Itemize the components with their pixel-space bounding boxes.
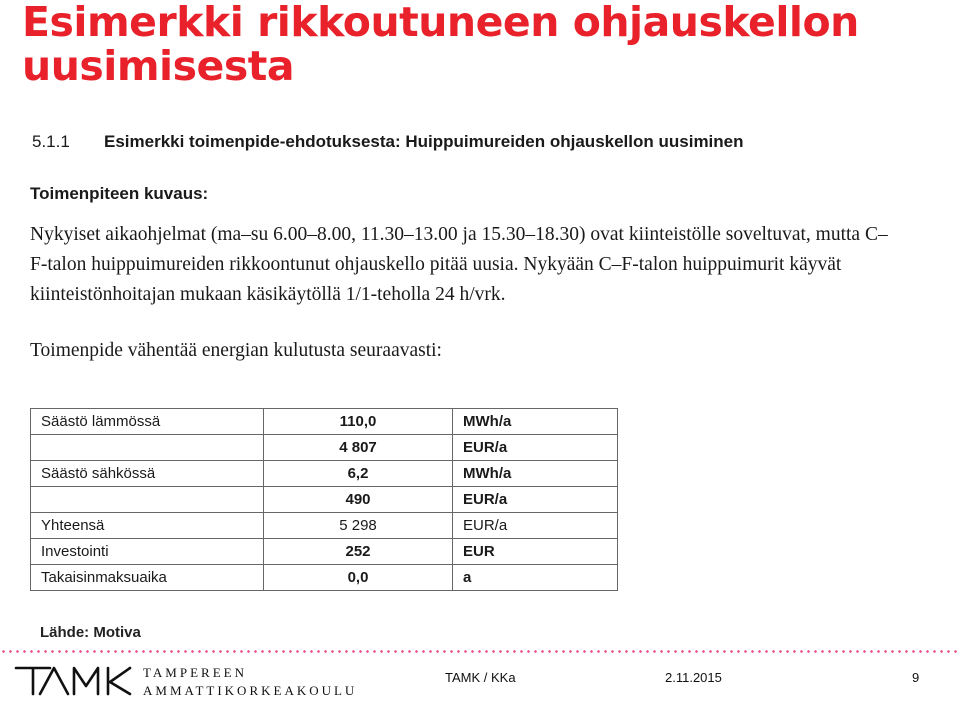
row-label: Yhteensä (31, 513, 264, 539)
footer-dotted-divider (0, 650, 960, 653)
savings-table (30, 408, 618, 591)
section-title: Esimerkki toimenpide-ehdotuksesta: Huippuimureiden ohjauskellon uusiminen (104, 132, 744, 151)
footer-date: 2.11.2015 (665, 670, 722, 685)
table-row (31, 539, 618, 565)
row-label: Investointi (31, 539, 264, 565)
row-unit: MWh/a (453, 461, 618, 487)
row-label: Säästö sähkössä (31, 461, 264, 487)
table-row (31, 487, 618, 513)
row-value: 6,2 (264, 461, 453, 487)
page-number: 9 (912, 670, 920, 685)
row-value: 110,0 (264, 409, 453, 435)
table-row (31, 565, 618, 591)
footer-org: TAMK / KKa (445, 670, 516, 685)
slide-title-line2: uusimisesta (22, 42, 294, 90)
source-note: Lähde: Motiva (40, 624, 141, 641)
intro-paragraph: Toimenpide vähentää energian kulutusta seuraavasti: (30, 340, 442, 361)
table-row (31, 409, 618, 435)
row-unit: EUR/a (453, 487, 618, 513)
tamk-logo-icon (10, 662, 136, 700)
section-heading (32, 132, 744, 152)
row-label (31, 487, 264, 513)
table-row (31, 461, 618, 487)
row-unit: MWh/a (453, 409, 618, 435)
row-unit: a (453, 565, 618, 591)
row-unit: EUR/a (453, 513, 618, 539)
row-value: 4 807 (264, 435, 453, 461)
logo-text-line1: TAMPEREEN (143, 665, 247, 680)
table-row (31, 435, 618, 461)
tamk-logo (10, 662, 358, 702)
row-label: Säästö lämmössä (31, 409, 264, 435)
description-paragraph: Nykyiset aikaohjelmat (ma–su 6.00–8.00, 11.30–13.00 ja 15.30–18.30) ovat kiinteistölle soveltuvat, mutta C–F-talon huippuimureiden rikkoontunut ohjauskello pitää uusia. Nykyään C–F-talon huippuimurit käyvät kiinteistönhoitajan mukaan käsikäytöllä 1/1-teholla 24 h/vrk. (30, 224, 888, 305)
table-row (31, 513, 618, 539)
logo-text-line2: AMMATTIKORKEAKOULU (143, 683, 358, 698)
row-value: 490 (264, 487, 453, 513)
row-unit: EUR/a (453, 435, 618, 461)
row-unit: EUR (453, 539, 618, 565)
row-value: 252 (264, 539, 453, 565)
slide-title (22, 0, 942, 88)
row-label (31, 435, 264, 461)
section-number: 5.1.1 (32, 132, 70, 151)
row-value: 5 298 (264, 513, 453, 539)
row-value: 0,0 (264, 565, 453, 591)
row-label: Takaisinmaksuaika (31, 565, 264, 591)
slide-title-line1: Esimerkki rikkoutuneen ohjauskellon (22, 0, 859, 46)
subheading: Toimenpiteen kuvaus: (30, 184, 209, 203)
